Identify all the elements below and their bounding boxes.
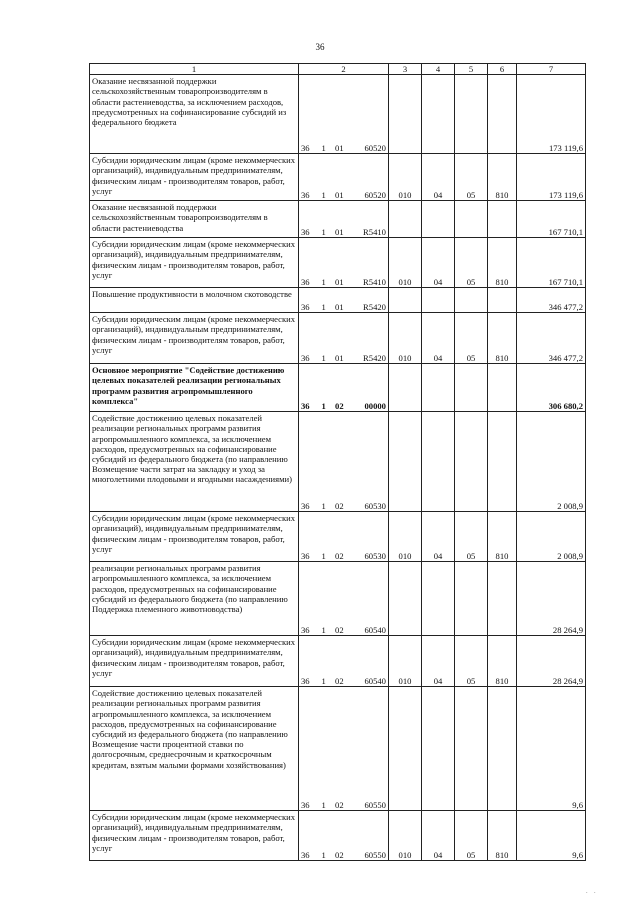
code-part: 1	[321, 800, 326, 810]
row-description: Оказание несвязанной поддержки сельскохозяйственным товаропроизводителям в области растениеводства	[90, 201, 299, 238]
expense-type-cell: 010	[389, 636, 422, 687]
subsection-cell: 05	[455, 811, 488, 861]
row-description: Субсидии юридическим лицам (кроме некоммерческих организаций), индивидуальным предпринимателям, физическим лицам - производителям товаров, работ, услуг	[90, 636, 299, 687]
code-part: 1	[321, 190, 326, 200]
code-part: 36	[301, 401, 310, 411]
target-code-cell	[299, 687, 389, 811]
code-part: 02	[335, 625, 344, 635]
code-part: 02	[335, 676, 344, 686]
column-header: 7	[517, 64, 586, 75]
target-code-cell	[299, 313, 389, 364]
code-part: 1	[321, 551, 326, 561]
section-cell: 04	[422, 238, 455, 288]
code-part: 01	[335, 227, 344, 237]
section-cell: 04	[422, 811, 455, 861]
target-code-cell	[299, 562, 389, 636]
code-part: 60530	[364, 551, 386, 561]
row-description: Оказание несвязанной поддержки сельскохозяйственным товаропроизводителям в области растениеводства, за исключением расходов, предусмотренных на софинансирование субсидий из федерального бюджета	[90, 75, 299, 154]
subsection-cell: 05	[455, 154, 488, 201]
code-part: 1	[321, 676, 326, 686]
row-description: Основное мероприятие "Содействие достижению целевых показателей реализации региональных программ развития агропромышленного комплекса"	[90, 364, 299, 412]
expense-type-cell	[389, 364, 422, 412]
table-header-row	[90, 64, 586, 75]
row-description: Содействие достижению целевых показателей реализации региональных программ развития агропромышленного комплекса, за исключением расходов, предусмотренных на софинансирование субсидий из федерального бюджета (по направлению Возмещение части процентной ставки по долгосрочным, среднесрочным и краткосрочным кредитам, взятым малыми формами хозяйствования)	[90, 687, 299, 811]
table-row	[90, 238, 586, 288]
kosgu-cell: 810	[488, 811, 517, 861]
code-part: 60540	[364, 625, 386, 635]
kosgu-cell	[488, 288, 517, 313]
code-part: 60550	[364, 850, 386, 860]
row-description: Повышение продуктивности в молочном скотоводстве	[90, 288, 299, 313]
amount-cell: 346 477,2	[517, 288, 586, 313]
code-part: 36	[301, 850, 310, 860]
code-part: 01	[335, 277, 344, 287]
code-part: 02	[335, 850, 344, 860]
kosgu-cell: 810	[488, 238, 517, 288]
code-part: 01	[335, 143, 344, 153]
scan-mark: · ·	[585, 889, 598, 897]
code-part: 36	[301, 625, 310, 635]
kosgu-cell	[488, 75, 517, 154]
section-cell	[422, 364, 455, 412]
target-code-cell	[299, 288, 389, 313]
row-description: Субсидии юридическим лицам (кроме некоммерческих организаций), индивидуальным предпринимателям, физическим лицам - производителям товаров, работ, услуг	[90, 512, 299, 562]
subsection-cell	[455, 687, 488, 811]
target-code-cell	[299, 201, 389, 238]
column-header: 5	[455, 64, 488, 75]
target-code-cell	[299, 154, 389, 201]
kosgu-cell	[488, 364, 517, 412]
section-cell: 04	[422, 512, 455, 562]
code-part: 36	[301, 800, 310, 810]
table-row	[90, 154, 586, 201]
target-code-cell	[299, 75, 389, 154]
code-part: 02	[335, 401, 344, 411]
section-cell	[422, 201, 455, 238]
code-part: 60550	[364, 800, 386, 810]
table-row	[90, 288, 586, 313]
subsection-cell	[455, 562, 488, 636]
amount-cell: 306 680,2	[517, 364, 586, 412]
code-part: 60520	[364, 143, 386, 153]
row-description: реализации региональных программ развития агропромышленного комплекса, за исключением расходов, предусмотренных на софинансирование субсидий из федерального бюджета (по направлению Поддержка племенного животноводства)	[90, 562, 299, 636]
table-row	[90, 636, 586, 687]
subsection-cell	[455, 412, 488, 512]
target-code-cell	[299, 811, 389, 861]
row-description: Субсидии юридическим лицам (кроме некоммерческих организаций), индивидуальным предпринимателям, физическим лицам - производителям товаров, работ, услуг	[90, 811, 299, 861]
code-part: 36	[301, 302, 310, 312]
table-row	[90, 201, 586, 238]
subsection-cell: 05	[455, 313, 488, 364]
column-header: 6	[488, 64, 517, 75]
kosgu-cell: 810	[488, 313, 517, 364]
code-part: 60520	[364, 190, 386, 200]
kosgu-cell: 810	[488, 512, 517, 562]
code-part: 36	[301, 353, 310, 363]
column-header: 1	[90, 64, 299, 75]
code-part: 01	[335, 190, 344, 200]
code-part: 1	[321, 353, 326, 363]
column-header: 3	[389, 64, 422, 75]
subsection-cell	[455, 364, 488, 412]
kosgu-cell	[488, 412, 517, 512]
code-part: 02	[335, 551, 344, 561]
code-part: R5420	[363, 353, 386, 363]
subsection-cell	[455, 75, 488, 154]
amount-cell: 346 477,2	[517, 313, 586, 364]
section-cell: 04	[422, 636, 455, 687]
expense-type-cell	[389, 687, 422, 811]
expense-type-cell	[389, 562, 422, 636]
table-row	[90, 412, 586, 512]
page-number: 36	[315, 42, 325, 52]
code-part: 36	[301, 501, 310, 511]
expense-type-cell: 010	[389, 238, 422, 288]
kosgu-cell	[488, 562, 517, 636]
expense-type-cell: 010	[389, 154, 422, 201]
table-row	[90, 687, 586, 811]
section-cell: 04	[422, 313, 455, 364]
kosgu-cell	[488, 201, 517, 238]
code-part: R5410	[363, 277, 386, 287]
row-description: Субсидии юридическим лицам (кроме некоммерческих организаций), индивидуальным предпринимателям, физическим лицам - производителям товаров, работ, услуг	[90, 154, 299, 201]
target-code-cell	[299, 636, 389, 687]
amount-cell: 2 008,9	[517, 412, 586, 512]
amount-cell: 9,6	[517, 811, 586, 861]
target-code-cell	[299, 512, 389, 562]
code-part: 01	[335, 353, 344, 363]
budget-table	[89, 63, 586, 861]
subsection-cell	[455, 201, 488, 238]
section-cell	[422, 412, 455, 512]
kosgu-cell: 810	[488, 636, 517, 687]
target-code-cell	[299, 364, 389, 412]
section-cell: 04	[422, 154, 455, 201]
subsection-cell: 05	[455, 512, 488, 562]
expense-type-cell	[389, 412, 422, 512]
amount-cell: 9,6	[517, 687, 586, 811]
table-row	[90, 364, 586, 412]
code-part: 1	[321, 302, 326, 312]
row-description: Субсидии юридическим лицам (кроме некоммерческих организаций), индивидуальным предпринимателям, физическим лицам - производителям товаров, работ, услуг	[90, 238, 299, 288]
code-part: 02	[335, 501, 344, 511]
code-part: 36	[301, 143, 310, 153]
table-row	[90, 562, 586, 636]
amount-cell: 28 264,9	[517, 562, 586, 636]
code-part: 1	[321, 850, 326, 860]
code-part: 01	[335, 302, 344, 312]
subsection-cell	[455, 288, 488, 313]
section-cell	[422, 75, 455, 154]
column-header: 2	[299, 64, 389, 75]
expense-type-cell: 010	[389, 313, 422, 364]
code-part: 1	[321, 625, 326, 635]
code-part: 1	[321, 277, 326, 287]
kosgu-cell	[488, 687, 517, 811]
code-part: 02	[335, 800, 344, 810]
code-part: 36	[301, 676, 310, 686]
code-part: 60530	[364, 501, 386, 511]
code-part: 1	[321, 143, 326, 153]
code-part: 60540	[364, 676, 386, 686]
column-header: 4	[422, 64, 455, 75]
row-description: Субсидии юридическим лицам (кроме некоммерческих организаций), индивидуальным предпринимателям, физическим лицам - производителям товаров, работ, услуг	[90, 313, 299, 364]
target-code-cell	[299, 238, 389, 288]
section-cell	[422, 288, 455, 313]
amount-cell: 28 264,9	[517, 636, 586, 687]
code-part: 1	[321, 401, 326, 411]
amount-cell: 167 710,1	[517, 238, 586, 288]
expense-type-cell	[389, 288, 422, 313]
subsection-cell: 05	[455, 238, 488, 288]
target-code-cell	[299, 412, 389, 512]
section-cell	[422, 562, 455, 636]
expense-type-cell: 010	[389, 512, 422, 562]
row-description: Содействие достижению целевых показателей реализации региональных программ развития агропромышленного комплекса, за исключением расходов, предусмотренных на софинансирование субсидий из федерального бюджета (по направлению Возмещение части затрат на закладку и уход за многолетними плодовыми и ягодными насаждениями)	[90, 412, 299, 512]
expense-type-cell	[389, 75, 422, 154]
table-row	[90, 512, 586, 562]
code-part: 36	[301, 227, 310, 237]
kosgu-cell: 810	[488, 154, 517, 201]
code-part: 00000	[364, 401, 386, 411]
table-row	[90, 811, 586, 861]
amount-cell: 2 008,9	[517, 512, 586, 562]
expense-type-cell: 010	[389, 811, 422, 861]
code-part: R5410	[363, 227, 386, 237]
expense-type-cell	[389, 201, 422, 238]
amount-cell: 173 119,6	[517, 75, 586, 154]
table-row	[90, 75, 586, 154]
code-part: 36	[301, 277, 310, 287]
code-part: R5420	[363, 302, 386, 312]
code-part: 1	[321, 227, 326, 237]
subsection-cell: 05	[455, 636, 488, 687]
section-cell	[422, 687, 455, 811]
table-row	[90, 313, 586, 364]
code-part: 36	[301, 551, 310, 561]
code-part: 1	[321, 501, 326, 511]
code-part: 36	[301, 190, 310, 200]
amount-cell: 167 710,1	[517, 201, 586, 238]
amount-cell: 173 119,6	[517, 154, 586, 201]
